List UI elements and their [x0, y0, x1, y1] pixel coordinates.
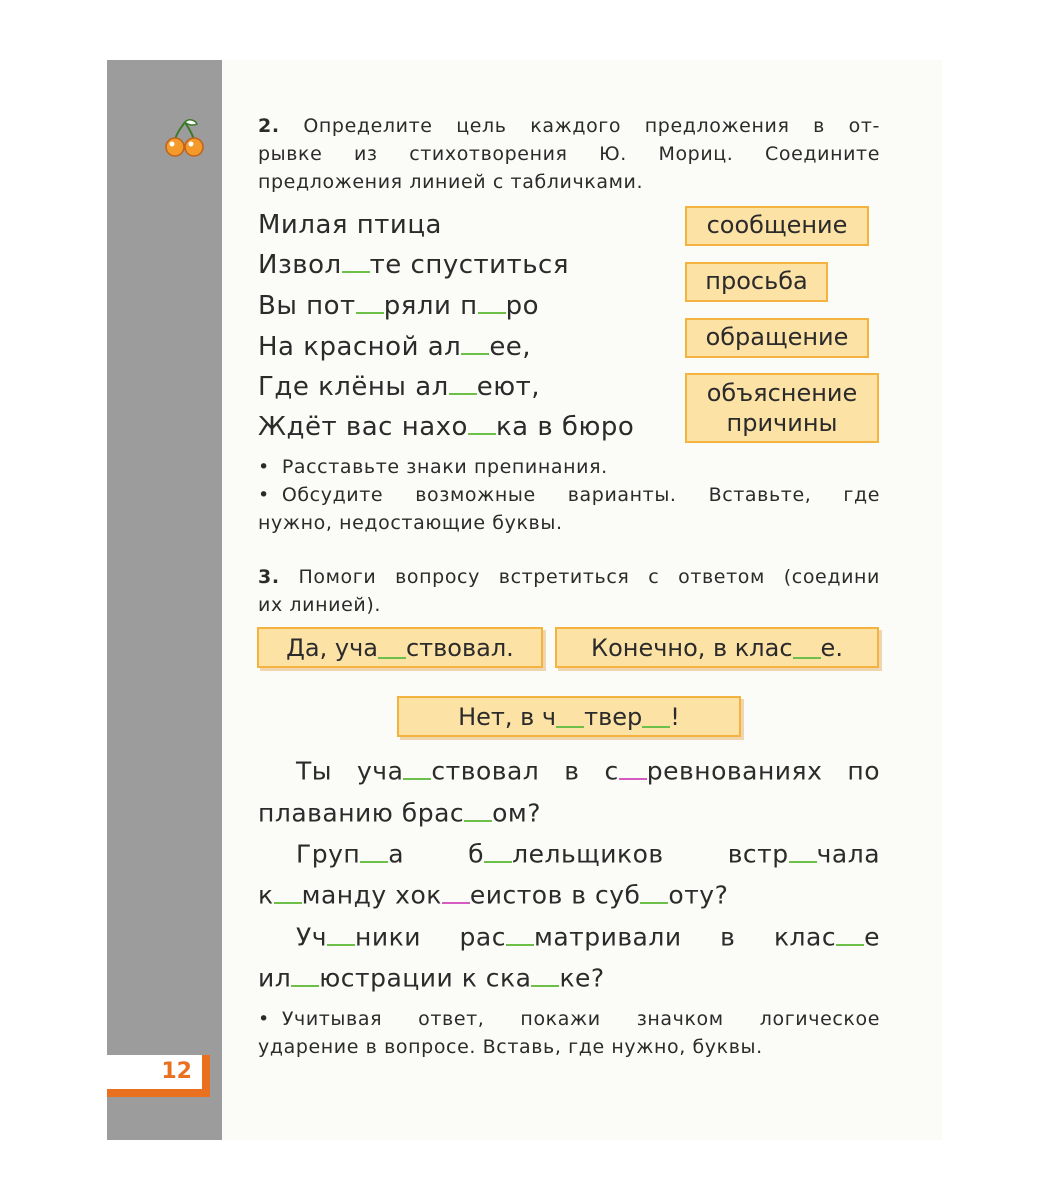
tag-request[interactable]: просьба	[685, 262, 828, 302]
blank	[461, 330, 489, 355]
cherries-icon	[163, 118, 207, 158]
blank	[468, 410, 496, 435]
ex2-bullet-2-line-1: • Обсудите возможные варианты. Вставьте, где	[258, 481, 880, 509]
poem-line-2: Извол те спуститься	[258, 245, 569, 285]
ex2-instr-line-2: рывке из стихотворения Ю. Мориц. Соедините	[258, 143, 880, 165]
answer-card-1[interactable]: Да, уча ствовал.	[257, 627, 543, 668]
poem-line-3: Вы пот ряли п ро	[258, 286, 539, 326]
ex3-bullet-line-2: ударение в вопросе. Вставь, где нужно, буквы.	[258, 1036, 763, 1058]
ex2-number: 2.	[258, 115, 280, 137]
blank	[642, 705, 670, 729]
ex3-instr-line-1: 3. Помоги вопросу встретиться с ответом (соедини	[258, 566, 880, 588]
blank	[378, 636, 406, 660]
ex2-instr-line-3: предложения линией с табличками.	[258, 171, 644, 193]
ex3-instr-line-2: их линией).	[258, 594, 381, 616]
page-number: 12	[161, 1059, 192, 1084]
question-2-line-1: Груп а б лельщиков встр чала	[296, 839, 881, 869]
blank	[356, 289, 384, 314]
ex2-bullet-1: • Расставьте знаки препинания.	[258, 453, 608, 481]
ex3-number: 3.	[258, 566, 280, 588]
ex2-instr-line-1: 2. Определите цель каждого предложения в от-	[258, 115, 881, 137]
answer-card-3[interactable]: Нет, в ч твер !	[397, 696, 741, 737]
answer-card-2[interactable]: Конечно, в клас е.	[555, 627, 879, 668]
page-number-box	[107, 1055, 210, 1097]
poem-line-5: Где клёны ал еют,	[258, 367, 540, 407]
ex2-bullet-2-line-2: нужно, недостающие буквы.	[258, 512, 563, 534]
poem-line-6: Ждёт вас нахо ка в бюро	[258, 407, 634, 447]
question-1-line-1: Ты уча ствовал в с ревнованиях по	[296, 756, 881, 786]
blank	[793, 636, 821, 660]
poem-line-4: На красной ал ее,	[258, 327, 531, 367]
question-3-line-1: Уч ники рас матривали в клас е	[296, 922, 880, 952]
blank	[478, 289, 506, 314]
tag-address[interactable]: обращение	[685, 318, 869, 358]
page-sidebar	[107, 60, 222, 1140]
question-2-line-2: к манду хок еистов в суб оту?	[258, 880, 729, 910]
ex3-bullet-line-1: • Учитывая ответ, покажи значком логическое	[258, 1005, 880, 1033]
poem-line-1: Милая птица	[258, 210, 442, 240]
tag-message[interactable]: сообщение	[685, 206, 869, 246]
blank	[556, 705, 584, 729]
question-3-line-2: ил юстрации к ска ке?	[258, 963, 605, 993]
question-1-line-2: плаванию брас ом?	[258, 798, 542, 828]
tag-explanation[interactable]: объяснение причины	[685, 373, 879, 443]
blank	[449, 370, 477, 395]
blank	[342, 248, 370, 273]
